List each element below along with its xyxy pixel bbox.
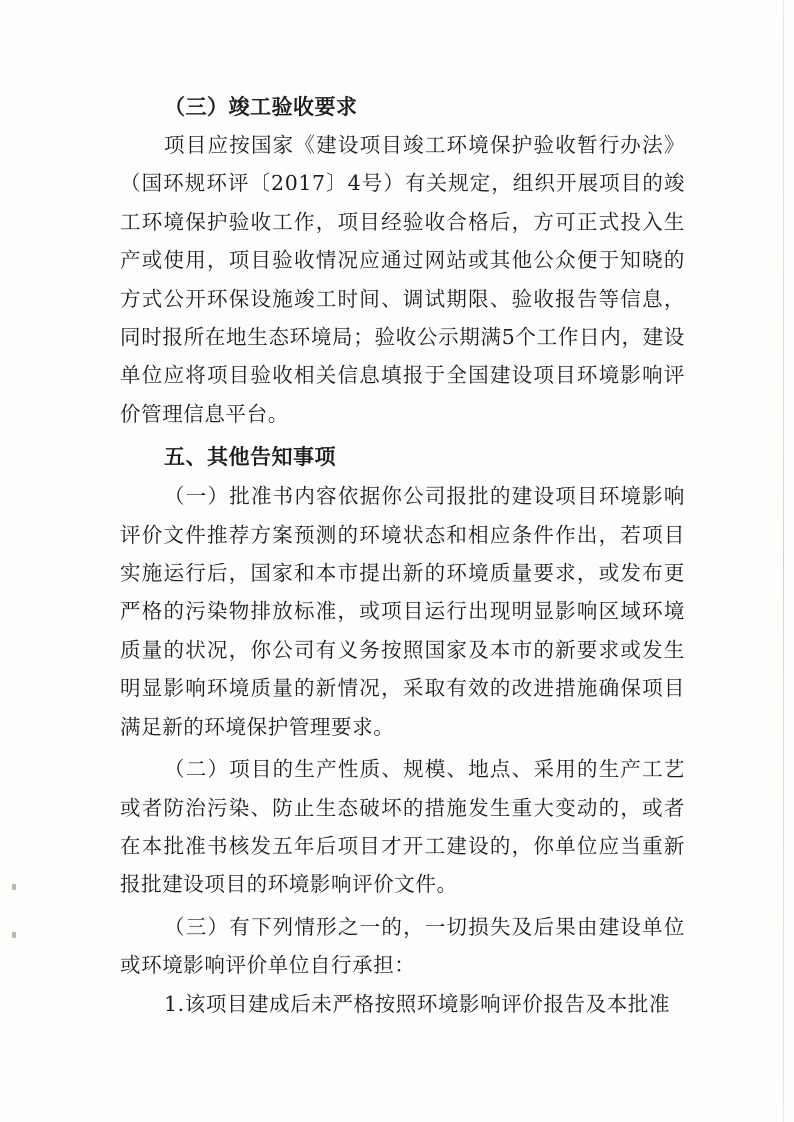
binding-hole-mark: [12, 932, 16, 938]
page-edge-shadow: [783, 0, 784, 1122]
notice-paragraph-2: （二）项目的生产性质、规模、地点、采用的生产工艺或者防治污染、防止生态破坏的措施发生重大变动的，或者在本批准书核发五年后项目才开工建设的，你单位应当重新报批建设项目的环境影响评价文件。: [120, 757, 685, 897]
notice-paragraph-3: （三）有下列情形之一的，一切损失及后果由建设单位或环境影响评价单位自行承担：: [120, 914, 685, 978]
acceptance-paragraph: 项目应按国家《建设项目竣工环境保护验收暂行办法》（国环规环评〔2017〕4号）有关规定，组织开展项目的竣工环境保护验收工作，项目经验收合格后，方可正式投入生产或使用，项目验收情况应通过网站或其他公众便于知晓的方式公开环保设施竣工时间、调试期限、验收报告等信息，同时报所在地生态环境局；验收公示期满5个工作日内，建设单位应将项目验收相关信息填报于全国建设项目环境影响评价管理信息平台。: [120, 133, 685, 426]
notice-item-1: 1.该项目建成后未严格按照环境影响评价报告及本批准: [164, 991, 671, 1016]
acceptance-heading: （三）竣工验收要求: [164, 95, 358, 119]
document-body: [120, 88, 685, 1023]
other-notices-section-title: 五、其他告知事项: [164, 445, 336, 470]
notice-paragraph-1: （一）批准书内容依据你公司报批的建设项目环境影响评价文件推荐方案预测的环境状态和相应条件作出，若项目实施运行后，国家和本市提出新的环境质量要求，或发布更严格的污染物排放标准，或项目运行出现明显影响区域环境质量的状况，你公司有义务按照国家及本市的新要求或发生明显影响环境质量的新情况，采取有效的改进措施确保项目满足新的环境保护管理要求。: [120, 484, 685, 739]
binding-hole-mark: [12, 884, 16, 890]
